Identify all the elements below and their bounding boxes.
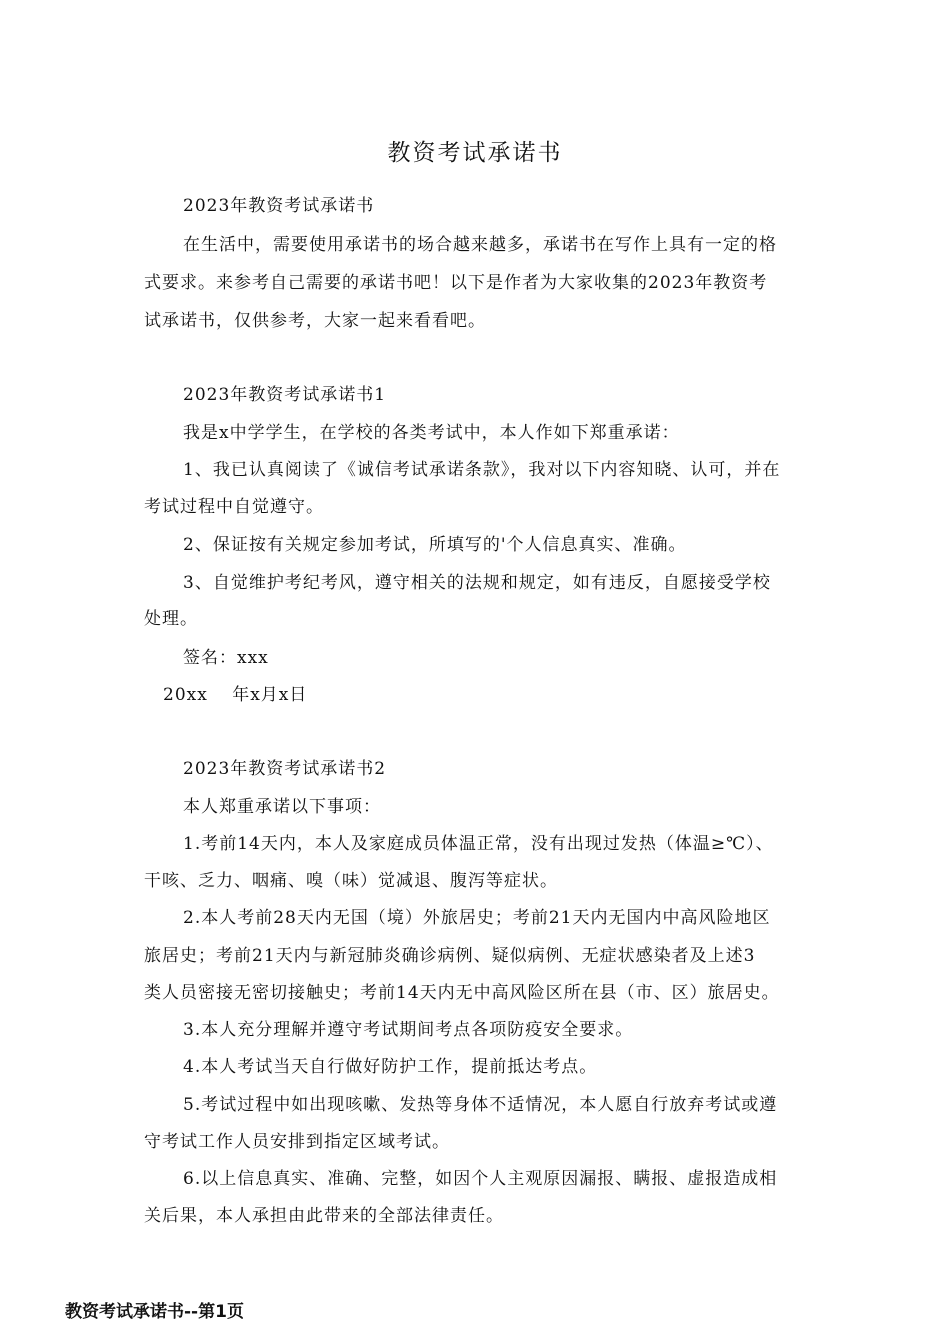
section2-intro: 本人郑重承诺以下事项： — [183, 797, 381, 817]
section1-item-line: 考试过程中自觉遵守。 — [144, 497, 324, 517]
section1-item-line: 2、保证按有关规定参加考试，所填写的'个人信息真实、准确。 — [183, 535, 687, 555]
page-footer: 教资考试承诺书--第1页 — [65, 1302, 244, 1322]
section2-item-line: 旅居史；考前21天内与新冠肺炎确诊病例、疑似病例、无症状感染者及上述3 — [144, 946, 756, 966]
date-line: 20xx 年x月x日 — [163, 685, 308, 705]
intro-heading: 2023年教资考试承诺书 — [183, 196, 375, 216]
section2-item-line: 3.本人充分理解并遵守考试期间考点各项防疫安全要求。 — [183, 1020, 634, 1040]
section2-item-line: 类人员密接无密切接触史；考前14天内无中高风险区所在县（市、区）旅居史。 — [144, 983, 780, 1003]
section2-item-line: 4.本人考试当天自行做好防护工作，提前抵达考点。 — [183, 1057, 598, 1077]
section2-item-line: 关后果，本人承担由此带来的全部法律责任。 — [144, 1206, 504, 1226]
section2-item-line: 守考试工作人员安排到指定区域考试。 — [144, 1132, 450, 1152]
section1-heading: 2023年教资考试承诺书1 — [183, 385, 387, 405]
signature: 签名：xxx — [183, 648, 269, 668]
section1-item-line: 处理。 — [144, 609, 198, 629]
section2-item-line: 干咳、乏力、咽痛、嗅（味）觉减退、腹泻等症状。 — [144, 871, 558, 891]
document-title: 教资考试承诺书 — [387, 140, 563, 166]
section2-item-line: 2.本人考前28天内无国（境）外旅居史；考前21天内无国内中高风险地区 — [183, 908, 771, 928]
section1-intro: 我是x中学学生，在学校的各类考试中，本人作如下郑重承诺： — [183, 423, 680, 443]
section2-heading: 2023年教资考试承诺书2 — [183, 759, 387, 779]
section2-item-line: 5.考试过程中如出现咳嗽、发热等身体不适情况，本人愿自行放弃考试或遵 — [183, 1095, 778, 1115]
section2-item-line: 6.以上信息真实、准确、完整，如因个人主观原因漏报、瞒报、虚报造成相 — [183, 1169, 778, 1189]
intro-paragraph-line: 试承诺书，仅供参考，大家一起来看看吧。 — [144, 311, 486, 331]
intro-paragraph-line: 式要求。来参考自己需要的承诺书吧！以下是作者为大家收集的2023年教资考 — [144, 273, 768, 293]
section1-item-line: 1、我已认真阅读了《诚信考试承诺条款》，我对以下内容知晓、认可，并在 — [183, 460, 781, 480]
section1-item-line: 3、自觉维护考纪考风，遵守相关的法规和规定，如有违反，自愿接受学校 — [183, 573, 771, 593]
intro-paragraph-line: 在生活中，需要使用承诺书的场合越来越多，承诺书在写作上具有一定的格 — [183, 235, 777, 255]
section2-item-line: 1.考前14天内，本人及家庭成员体温正常，没有出现过发热（体温≥℃）、 — [183, 834, 774, 854]
